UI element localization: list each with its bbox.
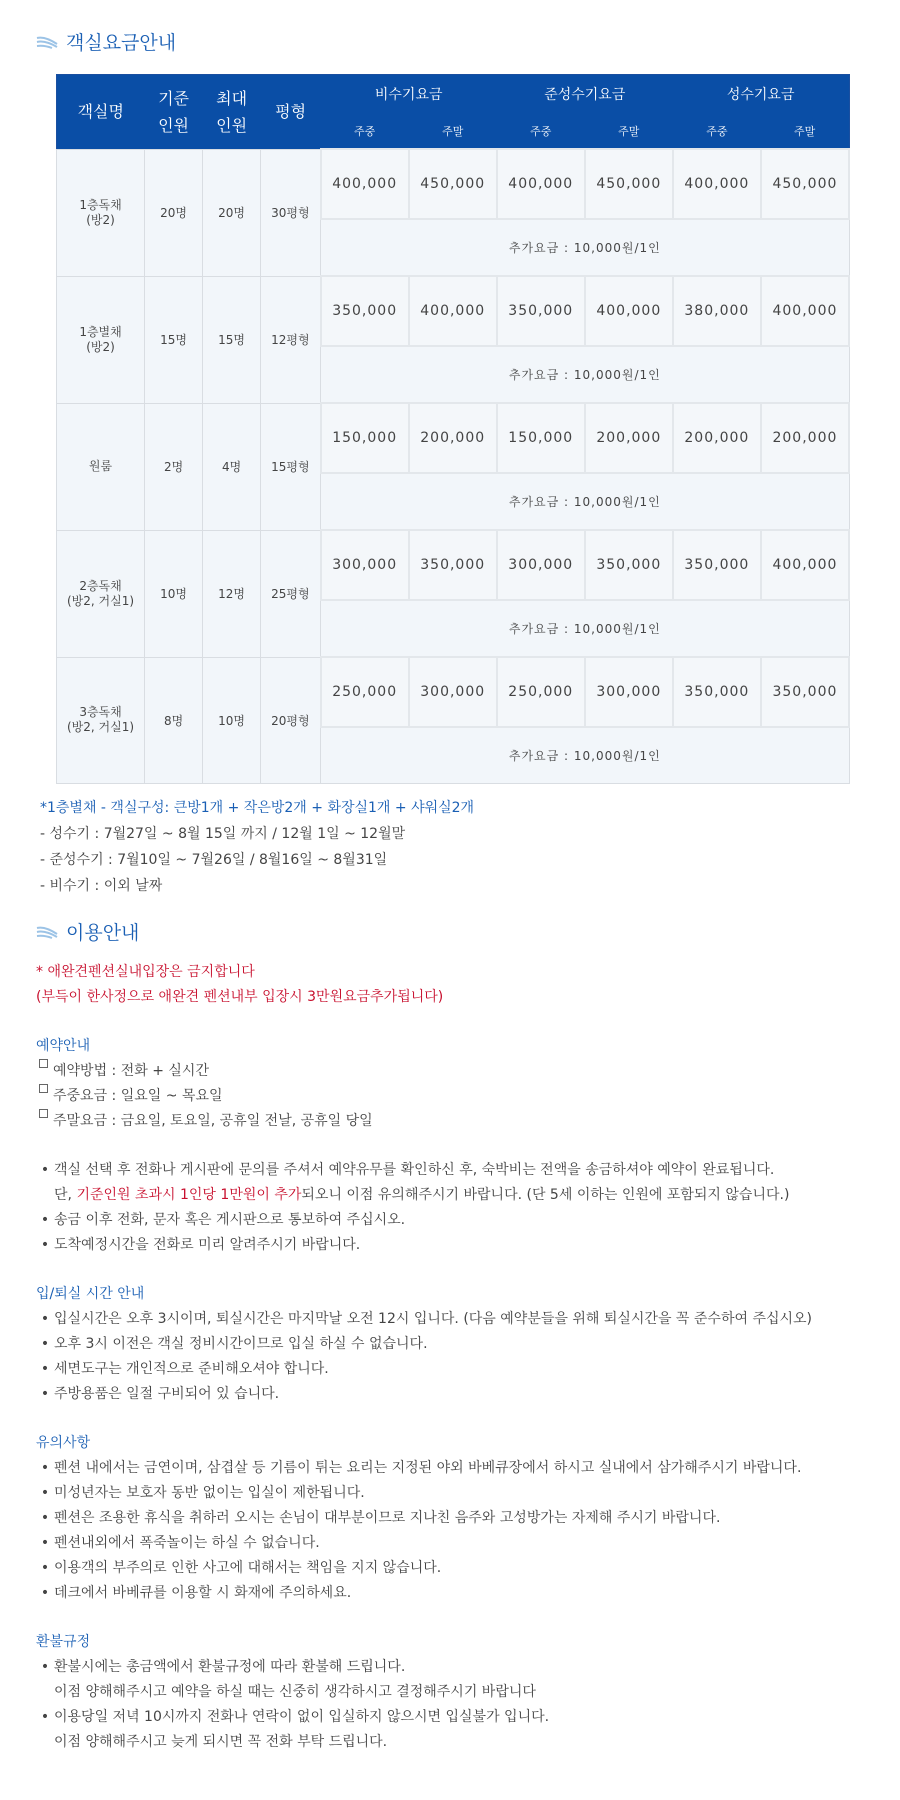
price-cell: 350,000 — [761, 657, 849, 727]
room-max-cell: 10명 — [203, 657, 261, 784]
room-size-cell: 30평형 — [261, 149, 321, 276]
table-row — [57, 657, 850, 727]
list-item: • 데크에서 바베큐를 이용할 시 화재에 주의하세요. — [40, 1585, 352, 1601]
header-daytype: 주중 — [321, 113, 409, 149]
wing-icon — [36, 35, 58, 49]
price-cell: 400,000 — [497, 149, 585, 219]
room-base-cell: 8명 — [145, 657, 203, 784]
room-size-cell: 12평형 — [261, 276, 321, 403]
room-base-cell: 2명 — [145, 403, 203, 530]
header-season-peak: 성수기요금 — [673, 75, 849, 114]
price-cell: 400,000 — [761, 530, 849, 600]
price-cell: 300,000 — [409, 657, 497, 727]
semi-peak-season-note: - 준성수기 : 7월10일 ~ 7월26일 / 8월16일 ~ 8월31일 — [40, 852, 388, 868]
header-max: 최대 인원 — [203, 75, 261, 150]
header-daytype: 주말 — [585, 113, 673, 149]
off-peak-season-note: - 비수기 : 이외 날짜 — [40, 878, 163, 894]
season-notes — [40, 795, 474, 899]
list-item: • 입실시간은 오후 3시이며, 퇴실시간은 마지막날 오전 12시 입니다. (다음 예약분들을 위해 퇴실시간을 꼭 준수하여 주십시오) — [40, 1311, 812, 1327]
extra-charge-cell: 추가요금 : 10,000원/1인 — [321, 219, 849, 276]
list-item: • 주방용품은 일절 구비되어 있 습니다. — [40, 1386, 280, 1402]
reservation-heading: 예약안내 — [36, 1038, 91, 1054]
room-size-cell: 15평형 — [261, 403, 321, 530]
rates-title-text: 객실요금안내 — [66, 32, 177, 54]
price-cell: 200,000 — [409, 403, 497, 473]
price-cell: 150,000 — [497, 403, 585, 473]
usage-body — [36, 960, 876, 1755]
pet-warning-detail: (부득이 한사정으로 애완견 펜션내부 입장시 3만원요금추가됩니다) — [36, 989, 444, 1005]
list-item-continued: 이점 양해해주시고 예약을 하실 때는 신중히 생각하시고 결정해주시기 바랍니다 — [54, 1684, 536, 1700]
list-item: • 오후 3시 이전은 객실 정비시간이므로 입실 하실 수 없습니다. — [40, 1336, 428, 1352]
room-name-cell: 1층별채 (방2) — [57, 276, 145, 403]
header-size: 평형 — [261, 75, 321, 150]
room-max-cell: 20명 — [203, 149, 261, 276]
list-item: • 객실 선택 후 전화나 게시판에 문의를 주셔서 예약유무를 확인하신 후, 숙박비는 전액을 송금하셔야 예약이 완료됩니다. — [40, 1162, 775, 1178]
price-cell: 350,000 — [585, 530, 673, 600]
price-cell: 250,000 — [321, 657, 409, 727]
price-cell: 350,000 — [673, 530, 761, 600]
list-item: 주말요금 : 금요일, 토요일, 공휴일 전날, 공휴일 당일 — [36, 1109, 876, 1134]
room-name-cell: 1층독채 (방2) — [57, 149, 145, 276]
list-item: • 미성년자는 보호자 동반 없이는 입실이 제한됩니다. — [40, 1485, 365, 1501]
list-item-continued: 단, 기준인원 초과시 1인당 1만원이 추가되오니 이점 유의해주시기 바랍니다. (단 5세 이하는 인원에 포함되지 않습니다.) — [54, 1187, 790, 1203]
list-item: • 세면도구는 개인적으로 준비해오셔야 합니다. — [40, 1361, 329, 1377]
table-row — [57, 403, 850, 473]
price-cell: 200,000 — [585, 403, 673, 473]
price-cell: 450,000 — [761, 149, 849, 219]
room-max-cell: 12명 — [203, 530, 261, 657]
room-base-cell: 20명 — [145, 149, 203, 276]
square-bullet-icon — [39, 1059, 48, 1068]
price-cell: 350,000 — [497, 276, 585, 346]
list-item: • 환불시에는 총금액에서 환불규정에 따라 환불해 드립니다. — [40, 1659, 406, 1675]
price-cell: 300,000 — [497, 530, 585, 600]
price-cell: 300,000 — [321, 530, 409, 600]
usage-section-title — [36, 918, 139, 945]
room-name-cell: 3층독채 (방2, 거실1) — [57, 657, 145, 784]
extra-charge-cell: 추가요금 : 10,000원/1인 — [321, 727, 849, 784]
table-row — [57, 149, 850, 219]
square-bullet-icon — [39, 1084, 48, 1093]
rates-section-title — [36, 28, 176, 55]
extra-charge-highlight: 기준인원 초과시 1인당 1만원이 추가 — [76, 1187, 302, 1203]
price-cell: 350,000 — [673, 657, 761, 727]
price-cell: 400,000 — [409, 276, 497, 346]
price-cell: 200,000 — [761, 403, 849, 473]
price-cell: 400,000 — [585, 276, 673, 346]
header-daytype: 주말 — [409, 113, 497, 149]
header-daytype: 주말 — [761, 113, 849, 149]
room-max-cell: 15명 — [203, 276, 261, 403]
caution-heading: 유의사항 — [36, 1435, 91, 1451]
room-base-cell: 15명 — [145, 276, 203, 403]
header-season-off: 비수기요금 — [321, 75, 497, 114]
price-cell: 350,000 — [321, 276, 409, 346]
list-item: 주중요금 : 일요일 ~ 목요일 — [36, 1084, 876, 1109]
table-row — [57, 530, 850, 600]
peak-season-note: - 성수기 : 7월27일 ~ 8월 15일 까지 / 12월 1일 ~ 12월말 — [40, 826, 406, 842]
checkin-heading: 입/퇴실 시간 안내 — [36, 1286, 145, 1302]
room-base-cell: 10명 — [145, 530, 203, 657]
refund-heading: 환불규정 — [36, 1634, 91, 1650]
header-season-semi: 준성수기요금 — [497, 75, 673, 114]
list-item-continued: 이점 양해해주시고 늦게 되시면 꼭 전화 부탁 드립니다. — [54, 1734, 388, 1750]
room-name-cell: 2층독채 (방2, 거실1) — [57, 530, 145, 657]
extra-charge-cell: 추가요금 : 10,000원/1인 — [321, 600, 849, 657]
extra-charge-cell: 추가요금 : 10,000원/1인 — [321, 346, 849, 403]
list-item: • 이용객의 부주의로 인한 사고에 대해서는 책임을 지지 않습니다. — [40, 1560, 442, 1576]
price-cell: 300,000 — [585, 657, 673, 727]
room-composition-note: *1층별채 - 객실구성: 큰방1개 + 작은방2개 + 화장실1개 + 샤워실2개 — [40, 800, 475, 816]
price-cell: 200,000 — [673, 403, 761, 473]
price-cell: 350,000 — [409, 530, 497, 600]
list-item: 예약방법 : 전화 + 실시간 — [36, 1059, 876, 1084]
list-item: • 이용당일 저녁 10시까지 전화나 연락이 없이 입실하지 않으시면 입실불가 입니다. — [40, 1709, 550, 1725]
price-cell: 380,000 — [673, 276, 761, 346]
price-cell: 150,000 — [321, 403, 409, 473]
price-cell: 450,000 — [409, 149, 497, 219]
header-base: 기준 인원 — [145, 75, 203, 150]
header-room: 객실명 — [57, 75, 145, 150]
price-cell: 400,000 — [321, 149, 409, 219]
header-daytype: 주중 — [673, 113, 761, 149]
list-item: • 펜션내외에서 폭죽놀이는 하실 수 없습니다. — [40, 1535, 320, 1551]
price-cell: 400,000 — [673, 149, 761, 219]
room-size-cell: 20평형 — [261, 657, 321, 784]
wing-icon — [36, 925, 58, 939]
square-bullet-icon — [39, 1109, 48, 1118]
room-name-cell: 원룸 — [57, 403, 145, 530]
price-cell: 250,000 — [497, 657, 585, 727]
room-max-cell: 4명 — [203, 403, 261, 530]
price-cell: 450,000 — [585, 149, 673, 219]
extra-charge-cell: 추가요금 : 10,000원/1인 — [321, 473, 849, 530]
room-size-cell: 25평형 — [261, 530, 321, 657]
pet-warning: * 애완견펜션실내입장은 금지합니다 — [36, 964, 255, 980]
list-item: • 펜션 내에서는 금연이며, 삼겹살 등 기름이 튀는 요리는 지정된 야외 바베큐장에서 하시고 실내에서 삼가해주시기 바랍니다. — [40, 1460, 802, 1476]
header-daytype: 주중 — [497, 113, 585, 149]
table-row — [57, 276, 850, 346]
usage-title-text: 이용안내 — [66, 922, 140, 944]
list-item: • 펜션은 조용한 휴식을 취하러 오시는 손님이 대부분이므로 지나친 음주와 고성방가는 자제해 주시기 바랍니다. — [40, 1510, 721, 1526]
list-item: • 송금 이후 전화, 문자 혹은 게시판으로 통보하여 주십시오. — [40, 1212, 406, 1228]
list-item: • 도착예정시간을 전화로 미리 알려주시기 바랍니다. — [40, 1237, 361, 1253]
price-cell: 400,000 — [761, 276, 849, 346]
rates-table — [56, 74, 850, 784]
